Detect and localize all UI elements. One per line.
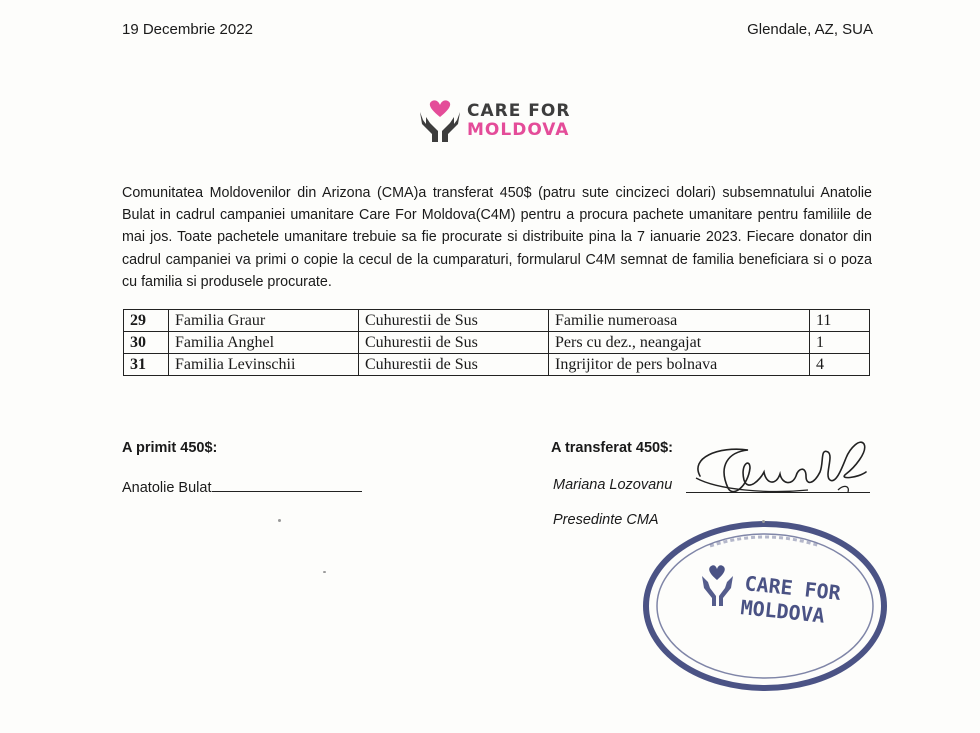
receiver-signature-line: [122, 477, 362, 496]
heart-hands-icon: [417, 100, 463, 144]
table-row: [124, 310, 870, 332]
table-row: [124, 332, 870, 354]
logo-line-1: CARE FOR: [467, 101, 571, 121]
family-village: Cuhurestii de Sus: [359, 354, 549, 376]
transferred-label: A transferat 450$:: [551, 440, 673, 456]
family-village: Cuhurestii de Sus: [359, 310, 549, 332]
document-date: 19 Decembrie 2022: [122, 21, 253, 38]
handwritten-signature: [688, 428, 878, 513]
family-category: Pers cu dez., neangajat: [549, 332, 810, 354]
family-count: 11: [810, 310, 870, 332]
stamp-line-2: MOLDOVA: [739, 595, 826, 628]
organization-stamp: [640, 518, 890, 696]
family-number: 29: [124, 310, 169, 332]
families-table: [123, 309, 870, 376]
family-count: 1: [810, 332, 870, 354]
logo-wordmark: [467, 102, 570, 140]
family-number: 30: [124, 332, 169, 354]
family-category: Ingrijitor de pers bolnava: [549, 354, 810, 376]
signature-blank: [212, 477, 362, 492]
family-name: Familia Graur: [169, 310, 359, 332]
stamp-heart-hands-icon: [702, 565, 733, 606]
logo-line-2: MOLDOVA: [467, 120, 570, 140]
document-location: Glendale, AZ, SUA: [747, 21, 873, 38]
table-row: [124, 354, 870, 376]
family-number: 31: [124, 354, 169, 376]
sender-title: Presedinte CMA: [553, 512, 659, 528]
transfer-statement: Comunitatea Moldovenilor din Arizona (CMA)a transferat 450$ (patru sute cincizeci dolari) subsemnatului Anatolie Bulat in cadrul campaniei umanitare Care For Moldova(C4M) pentru a procura pachete umanitare pentru familiile de mai jos. Toate pachetele umanitare trebuie sa fie procurate si distribuite pina la 7 ianuarie 2023. Fiecare donator din cadrul campaniei va primi o copie la cecul de la cumparaturi, formularul C4M semnat de familia beneficiara si o poza cu familia si produsele procurate.: [122, 185, 872, 290]
family-village: Cuhurestii de Sus: [359, 332, 549, 354]
care-for-moldova-logo: [417, 100, 587, 146]
family-name: Familia Anghel: [169, 332, 359, 354]
sender-name: Mariana Lozovanu: [553, 477, 673, 493]
family-count: 4: [810, 354, 870, 376]
scan-speck: [762, 520, 765, 523]
receiver-name: Anatolie Bulat: [122, 480, 212, 496]
family-category: Familie numeroasa: [549, 310, 810, 332]
family-name: Familia Levinschii: [169, 354, 359, 376]
scan-speck: [323, 571, 326, 573]
stamp-line-1: CARE FOR: [743, 571, 842, 606]
scan-speck: [278, 519, 281, 522]
received-label: A primit 450$:: [122, 440, 218, 456]
